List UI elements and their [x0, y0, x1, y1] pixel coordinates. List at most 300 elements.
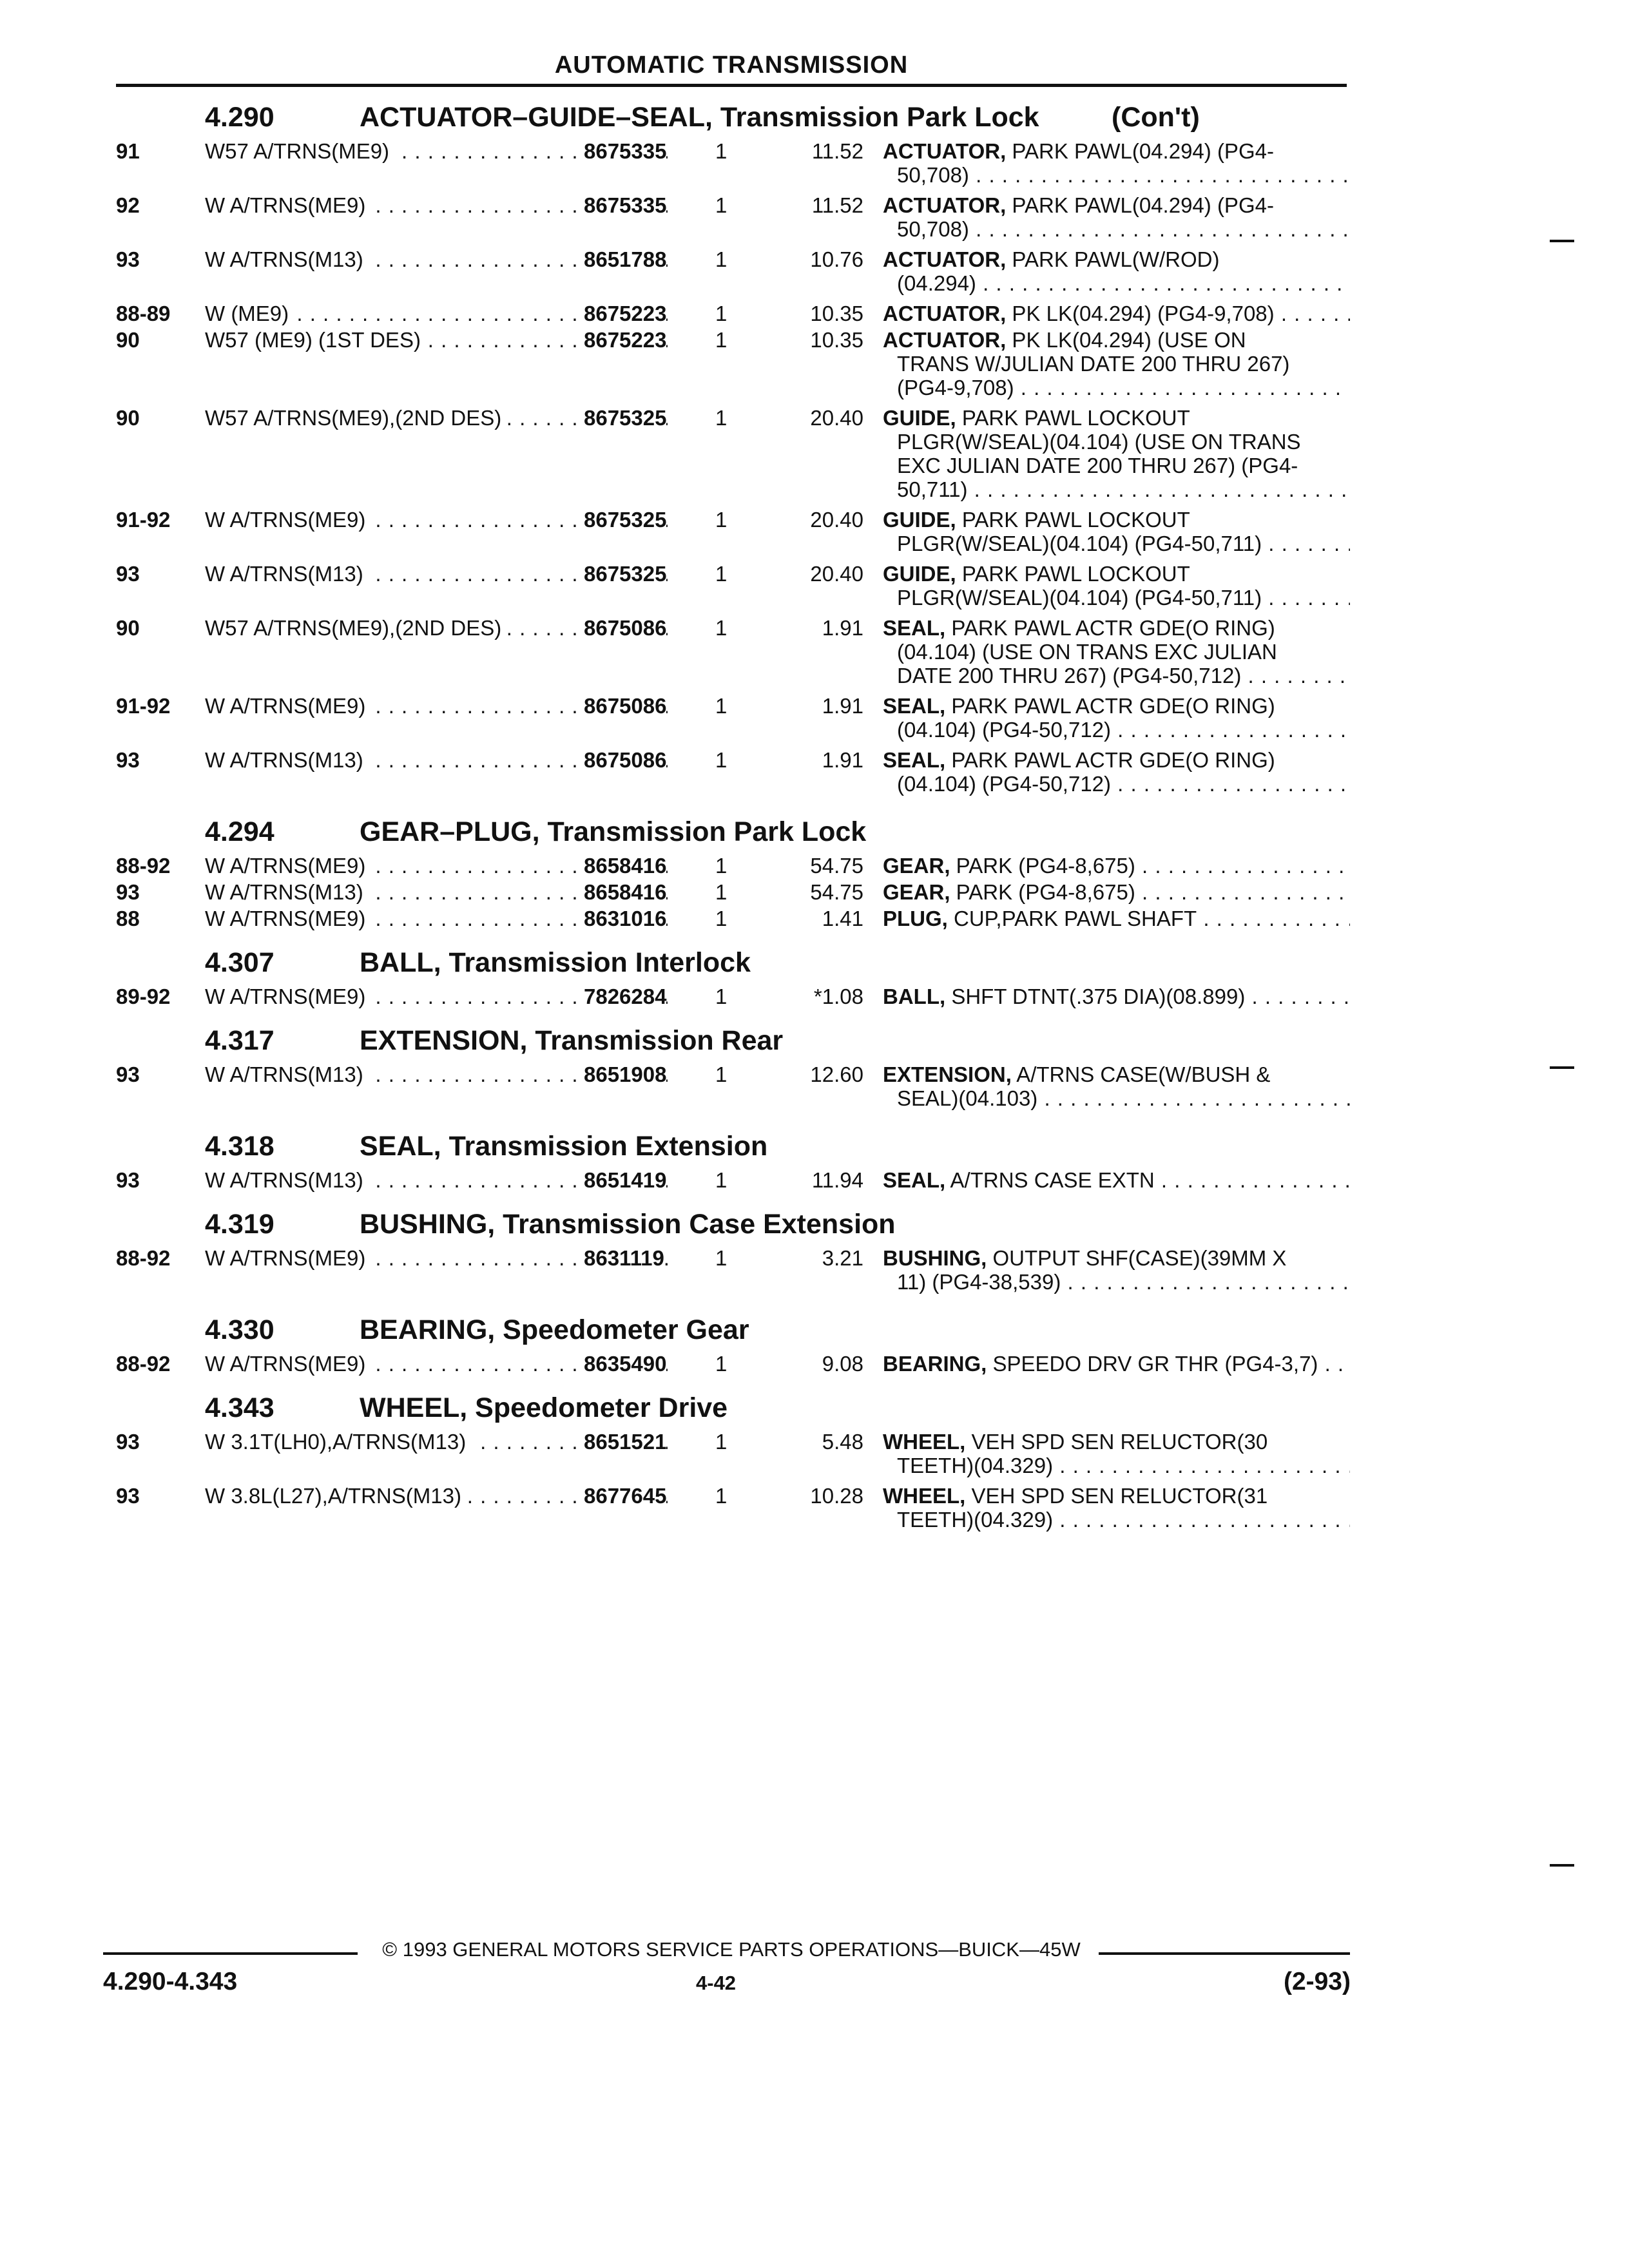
section-name-keyword: SEAL,	[360, 1131, 441, 1162]
margin-tick-mark	[1550, 1864, 1574, 1867]
description-line	[883, 586, 1350, 610]
description-text: PARK PAWL LOCKOUT	[956, 406, 1190, 430]
part-row	[116, 406, 1353, 501]
quantity: 1	[715, 1168, 728, 1192]
section-number: 4.318	[205, 1131, 275, 1162]
model-years: 93	[116, 1062, 140, 1086]
description-text: 11) (PG4-38,539)	[897, 1270, 1061, 1294]
description-line	[883, 217, 1350, 241]
part-name: GUIDE,	[883, 406, 956, 430]
section-name	[360, 947, 751, 979]
description-text: PARK PAWL ACTR GDE(O RING)	[945, 748, 1275, 772]
part-name: ACTUATOR,	[883, 302, 1007, 325]
quantity: 1	[715, 880, 728, 904]
part-name: BALL,	[883, 985, 946, 1008]
section-name	[360, 1314, 749, 1346]
description-text: PLGR(W/SEAL)(04.104) (PG4-50,711)	[897, 586, 1262, 610]
description-line	[883, 748, 1350, 772]
revision-date: (2-93)	[1283, 1968, 1351, 1995]
section-name-keyword: GEAR–PLUG,	[360, 816, 540, 847]
model-years: 88-89	[116, 302, 171, 325]
price: 11.52	[811, 139, 863, 163]
section-name-detail: Transmission Rear	[527, 1025, 784, 1056]
part-row	[116, 694, 1353, 742]
description-line	[883, 477, 1350, 501]
description-text: PARK PAWL(W/ROD)	[1006, 247, 1220, 271]
page-footer	[103, 1938, 1360, 2009]
application-text: W A/TRNS(ME9)	[205, 193, 371, 217]
description-line	[883, 1352, 1350, 1376]
price: 9.08	[822, 1352, 863, 1376]
section-spacer	[116, 1195, 1353, 1204]
section-heading	[116, 811, 1353, 854]
part-number: 8631016	[580, 907, 666, 930]
quantity: 1	[715, 748, 728, 772]
section-name-detail: Speedometer Gear	[495, 1314, 749, 1345]
description-text: PARK PAWL(04.294) (PG4-	[1006, 193, 1274, 217]
description-text: PK LK(04.294) (PG4-9,708)	[1006, 302, 1275, 325]
section-name	[360, 102, 1039, 133]
quantity: 1	[715, 616, 728, 640]
section-name-keyword: BEARING,	[360, 1314, 496, 1345]
part-row	[116, 1062, 1353, 1110]
margin-tick-mark	[1550, 1066, 1574, 1069]
model-years: 88-92	[116, 854, 171, 878]
description-line	[883, 907, 1350, 930]
quantity: 1	[715, 1062, 728, 1086]
part-number: 8631119	[580, 1246, 664, 1270]
part-description	[883, 1484, 1350, 1532]
model-years: 93	[116, 1168, 140, 1192]
price: 1.91	[822, 748, 863, 772]
section-name	[360, 1025, 783, 1057]
section-spacer	[116, 1117, 1353, 1126]
continued-marker: (Con't)	[1112, 102, 1200, 133]
description-text: VEH SPD SEN RELUCTOR(31	[965, 1484, 1268, 1508]
price: 20.40	[810, 562, 863, 586]
part-name: PLUG,	[883, 907, 948, 930]
page-title: AUTOMATIC TRANSMISSION	[554, 52, 909, 79]
description-text: A/TRNS CASE(W/BUSH &	[1011, 1062, 1271, 1086]
quantity: 1	[715, 562, 728, 586]
description-text: SPEEDO DRV GR THR (PG4-3,7)	[987, 1352, 1318, 1376]
description-text: 50,711)	[897, 477, 968, 501]
price: 10.35	[810, 302, 863, 325]
part-row	[116, 907, 1353, 930]
application-text: W57 A/TRNS(ME9),(2ND DES)	[205, 406, 506, 430]
section-name-detail: Transmission Interlock	[441, 947, 751, 978]
part-number: 8651521	[580, 1430, 666, 1454]
description-text: PARK (PG4-8,675)	[950, 854, 1135, 878]
part-number: 8675325	[580, 562, 666, 586]
quantity: 1	[715, 907, 728, 930]
section-name-detail: Transmission Park Lock	[712, 102, 1039, 133]
part-number: 8635490	[580, 1352, 666, 1376]
description-text: TEETH)(04.329)	[897, 1508, 1054, 1532]
price: 10.35	[810, 328, 863, 352]
description-line	[883, 328, 1350, 352]
part-name: SEAL,	[883, 616, 946, 640]
description-text: (PG4-9,708)	[897, 376, 1014, 399]
quantity: 1	[715, 1484, 728, 1508]
part-description	[883, 406, 1350, 501]
part-row	[116, 1352, 1353, 1376]
section-name-detail: Speedometer Drive	[467, 1392, 728, 1423]
description-text: DATE 200 THRU 267) (PG4-50,712)	[897, 664, 1242, 687]
part-number: 8675325	[580, 508, 666, 532]
description-line	[883, 664, 1350, 687]
section-spacer	[116, 802, 1353, 811]
price: 54.75	[810, 880, 863, 904]
section-spacer	[116, 1538, 1353, 1547]
description-text: SEAL)(04.103)	[897, 1086, 1038, 1110]
application-text: W A/TRNS(M13)	[205, 880, 369, 904]
application-text: W A/TRNS(M13)	[205, 1168, 369, 1192]
description-text: A/TRNS CASE EXTN	[945, 1168, 1155, 1192]
section-number: 4.319	[205, 1209, 275, 1240]
part-name: BEARING,	[883, 1352, 987, 1376]
application-text: W A/TRNS(ME9)	[205, 854, 371, 878]
part-name: SEAL,	[883, 694, 946, 718]
description-text: PARK (PG4-8,675)	[950, 880, 1135, 904]
model-years: 89-92	[116, 985, 171, 1008]
part-number: 7826284	[580, 985, 666, 1008]
part-number: 8658416	[580, 880, 666, 904]
section-name-keyword: EXTENSION,	[360, 1025, 528, 1056]
description-line	[883, 1246, 1350, 1270]
description-text: 50,708)	[897, 163, 969, 187]
description-text: PARK PAWL ACTR GDE(O RING)	[945, 694, 1275, 718]
quantity: 1	[715, 1352, 728, 1376]
part-description	[883, 1062, 1350, 1110]
description-line	[883, 694, 1350, 718]
part-description	[883, 562, 1350, 610]
section-heading	[116, 1387, 1353, 1430]
model-years: 91-92	[116, 694, 171, 718]
model-years: 88	[116, 907, 140, 930]
part-name: WHEEL,	[883, 1484, 966, 1508]
part-row	[116, 1168, 1353, 1192]
application-text: W 3.1T(LH0),A/TRNS(M13)	[205, 1430, 471, 1454]
section-heading	[116, 1020, 1353, 1062]
part-number: 8675223	[580, 328, 666, 352]
part-number: 8675335	[580, 193, 666, 217]
part-name: SEAL,	[883, 1168, 946, 1192]
part-description	[883, 328, 1350, 399]
part-number: 8651419	[580, 1168, 666, 1192]
part-number: 8651908	[580, 1062, 666, 1086]
part-description	[883, 880, 1350, 904]
quantity: 1	[715, 854, 728, 878]
section-range: 4.290-4.343	[103, 1968, 238, 1995]
section-heading	[116, 1126, 1353, 1168]
application-text: W A/TRNS(ME9)	[205, 1246, 371, 1270]
model-years: 93	[116, 748, 140, 772]
price: 10.28	[810, 1484, 863, 1508]
model-years: 88-92	[116, 1352, 171, 1376]
section-number: 4.317	[205, 1025, 275, 1056]
section-heading	[116, 97, 1353, 139]
application-text: W A/TRNS(M13)	[205, 748, 369, 772]
part-description	[883, 748, 1350, 796]
model-years: 88-92	[116, 1246, 171, 1270]
section-name-keyword: BALL,	[360, 947, 441, 978]
description-line	[883, 430, 1350, 454]
model-years: 90	[116, 328, 140, 352]
price: 1.41	[822, 907, 863, 930]
description-text: (04.104) (PG4-50,712)	[897, 772, 1112, 796]
part-name: ACTUATOR,	[883, 193, 1007, 217]
quantity: 1	[715, 508, 728, 532]
section-number: 4.290	[205, 102, 275, 133]
quantity: 1	[715, 193, 728, 217]
part-row	[116, 508, 1353, 555]
quantity: 1	[715, 985, 728, 1008]
part-row	[116, 748, 1353, 796]
description-text: SHFT DTNT(.375 DIA)(08.899)	[945, 985, 1246, 1008]
application-text: W57 A/TRNS(ME9),(2ND DES)	[205, 616, 506, 640]
price: 3.21	[822, 1246, 863, 1270]
section-number: 4.343	[205, 1392, 275, 1423]
part-row	[116, 302, 1353, 325]
price: 10.76	[810, 247, 863, 271]
section-name	[360, 1392, 728, 1424]
description-text: TRANS W/JULIAN DATE 200 THRU 267)	[897, 352, 1290, 376]
description-text: VEH SPD SEN RELUCTOR(30	[965, 1430, 1268, 1454]
part-description	[883, 1430, 1350, 1477]
section-name-detail: Transmission Case Extension	[495, 1209, 896, 1240]
description-line	[883, 562, 1350, 586]
part-row	[116, 1430, 1353, 1477]
part-number: 8675335	[580, 139, 666, 163]
part-name: GEAR,	[883, 854, 950, 878]
section-number: 4.330	[205, 1314, 275, 1345]
description-line	[883, 1430, 1350, 1454]
section-spacer	[116, 1378, 1353, 1387]
part-name: EXTENSION,	[883, 1062, 1012, 1086]
part-description	[883, 508, 1350, 555]
application-text: W A/TRNS(M13)	[205, 1062, 369, 1086]
application-text: W A/TRNS(M13)	[205, 562, 369, 586]
description-line	[883, 193, 1350, 217]
part-name: ACTUATOR,	[883, 139, 1007, 163]
description-line	[883, 454, 1350, 477]
description-line	[883, 1086, 1350, 1110]
description-line	[883, 616, 1350, 640]
model-years: 91	[116, 139, 140, 163]
part-description	[883, 616, 1350, 687]
description-text: (04.104) (PG4-50,712)	[897, 718, 1112, 742]
parts-catalog-listing	[116, 97, 1353, 1547]
price: 1.91	[822, 616, 863, 640]
part-description	[883, 854, 1350, 878]
description-text: OUTPUT SHF(CASE)(39MM X	[987, 1246, 1287, 1270]
description-line	[883, 302, 1350, 325]
description-text: PK LK(04.294) (USE ON	[1006, 328, 1246, 352]
price: *1.08	[813, 985, 863, 1008]
description-line	[883, 352, 1350, 376]
part-name: GUIDE,	[883, 508, 956, 532]
section-number: 4.294	[205, 816, 275, 847]
description-line	[883, 854, 1350, 878]
section-name	[360, 1209, 896, 1240]
description-text: (04.104) (USE ON TRANS EXC JULIAN	[897, 640, 1277, 664]
model-years: 93	[116, 1430, 140, 1454]
description-line	[883, 139, 1350, 163]
description-line	[883, 1454, 1350, 1477]
application-text: W 3.8L(L27),A/TRNS(M13)	[205, 1484, 467, 1508]
part-name: GUIDE,	[883, 562, 956, 586]
application-text: W A/TRNS(ME9)	[205, 1352, 371, 1376]
part-row	[116, 193, 1353, 241]
description-text: PARK PAWL LOCKOUT	[956, 508, 1190, 532]
part-number: 8675223	[580, 302, 666, 325]
section-name-keyword: ACTUATOR–GUIDE–SEAL,	[360, 102, 713, 133]
section-name	[360, 816, 866, 848]
description-line	[883, 163, 1350, 187]
section-spacer	[116, 1011, 1353, 1020]
margin-tick-mark	[1550, 240, 1574, 242]
description-line	[883, 985, 1350, 1008]
part-description	[883, 1352, 1350, 1376]
part-description	[883, 247, 1350, 295]
description-text: PLGR(W/SEAL)(04.104) (PG4-50,711)	[897, 532, 1262, 555]
application-text: W A/TRNS(ME9)	[205, 985, 371, 1008]
part-name: ACTUATOR,	[883, 247, 1007, 271]
section-heading	[116, 1204, 1353, 1246]
part-name: ACTUATOR,	[883, 328, 1007, 352]
description-text: 50,708)	[897, 217, 969, 241]
part-name: BUSHING,	[883, 1246, 987, 1270]
section-number: 4.307	[205, 947, 275, 978]
description-text: (04.294)	[897, 271, 976, 295]
part-number: 8675325	[580, 406, 666, 430]
price: 5.48	[822, 1430, 863, 1454]
model-years: 90	[116, 406, 140, 430]
price: 54.75	[810, 854, 863, 878]
description-text: PARK PAWL LOCKOUT	[956, 562, 1190, 586]
description-line	[883, 271, 1350, 295]
part-description	[883, 985, 1350, 1008]
quantity: 1	[715, 406, 728, 430]
part-description	[883, 302, 1350, 325]
description-line	[883, 1484, 1350, 1508]
part-name: WHEEL,	[883, 1430, 966, 1454]
quantity: 1	[715, 328, 728, 352]
price: 11.52	[811, 193, 863, 217]
footer-rule-left	[103, 1952, 358, 1955]
part-row	[116, 854, 1353, 878]
quantity: 1	[715, 139, 728, 163]
section-spacer	[116, 1300, 1353, 1309]
price: 20.40	[810, 508, 863, 532]
part-description	[883, 694, 1350, 742]
description-line	[883, 532, 1350, 555]
description-line	[883, 508, 1350, 532]
description-line	[883, 1508, 1350, 1532]
application-text: W A/TRNS(ME9)	[205, 694, 371, 718]
part-row	[116, 616, 1353, 687]
model-years: 92	[116, 193, 140, 217]
part-row	[116, 247, 1353, 295]
quantity: 1	[715, 302, 728, 325]
part-number: 8651788	[580, 247, 666, 271]
description-line	[883, 406, 1350, 430]
part-number: 8658416	[580, 854, 666, 878]
model-years: 93	[116, 1484, 140, 1508]
description-text: PARK PAWL ACTR GDE(O RING)	[945, 616, 1275, 640]
price: 20.40	[810, 406, 863, 430]
section-name-keyword: WHEEL,	[360, 1392, 468, 1423]
model-years: 91-92	[116, 508, 171, 532]
copyright-notice: © 1993 GENERAL MOTORS SERVICE PARTS OPERATIONS—BUICK—45W	[382, 1938, 1081, 1961]
description-line	[883, 247, 1350, 271]
description-text: PARK PAWL(04.294) (PG4-	[1006, 139, 1274, 163]
part-row	[116, 1246, 1353, 1294]
part-row	[116, 139, 1353, 187]
application-text: W A/TRNS(ME9)	[205, 907, 371, 930]
application-text: W57 A/TRNS(ME9)	[205, 139, 394, 163]
description-line	[883, 772, 1350, 796]
quantity: 1	[715, 694, 728, 718]
quantity: 1	[715, 1246, 728, 1270]
section-spacer	[116, 933, 1353, 942]
part-description	[883, 193, 1350, 241]
part-number: 8675086	[580, 694, 666, 718]
page-number: 4-42	[696, 1972, 737, 1994]
part-row	[116, 880, 1353, 904]
section-heading	[116, 1309, 1353, 1352]
description-text: TEETH)(04.329)	[897, 1454, 1054, 1477]
section-name	[360, 1131, 767, 1162]
description-line	[883, 640, 1350, 664]
section-name-detail: Transmission Park Lock	[539, 816, 867, 847]
part-row	[116, 328, 1353, 399]
quantity: 1	[715, 1430, 728, 1454]
part-description	[883, 907, 1350, 930]
application-text: W A/TRNS(ME9)	[205, 508, 371, 532]
description-text: PLGR(W/SEAL)(04.104) (USE ON TRANS	[897, 430, 1301, 454]
application-text: W (ME9)	[205, 302, 294, 325]
part-description	[883, 1168, 1350, 1192]
part-number: 8675086	[580, 748, 666, 772]
application-text: W A/TRNS(M13)	[205, 247, 369, 271]
part-name: SEAL,	[883, 748, 946, 772]
part-name: GEAR,	[883, 880, 950, 904]
model-years: 93	[116, 247, 140, 271]
part-row	[116, 985, 1353, 1008]
part-description	[883, 139, 1350, 187]
description-line	[883, 1270, 1350, 1294]
part-row	[116, 562, 1353, 610]
part-description	[883, 1246, 1350, 1294]
section-heading	[116, 942, 1353, 985]
description-text: EXC JULIAN DATE 200 THRU 267) (PG4-	[897, 454, 1298, 477]
description-text: CUP,PARK PAWL SHAFT	[947, 907, 1197, 930]
footer-rule-right	[1099, 1952, 1350, 1955]
description-line	[883, 880, 1350, 904]
page-header	[116, 50, 1347, 87]
model-years: 90	[116, 616, 140, 640]
model-years: 93	[116, 562, 140, 586]
part-row	[116, 1484, 1353, 1532]
part-number: 8677645	[580, 1484, 666, 1508]
part-number: 8675086	[580, 616, 666, 640]
model-years: 93	[116, 880, 140, 904]
description-line	[883, 1062, 1350, 1086]
quantity: 1	[715, 247, 728, 271]
section-name-detail: Transmission Extension	[441, 1131, 768, 1162]
